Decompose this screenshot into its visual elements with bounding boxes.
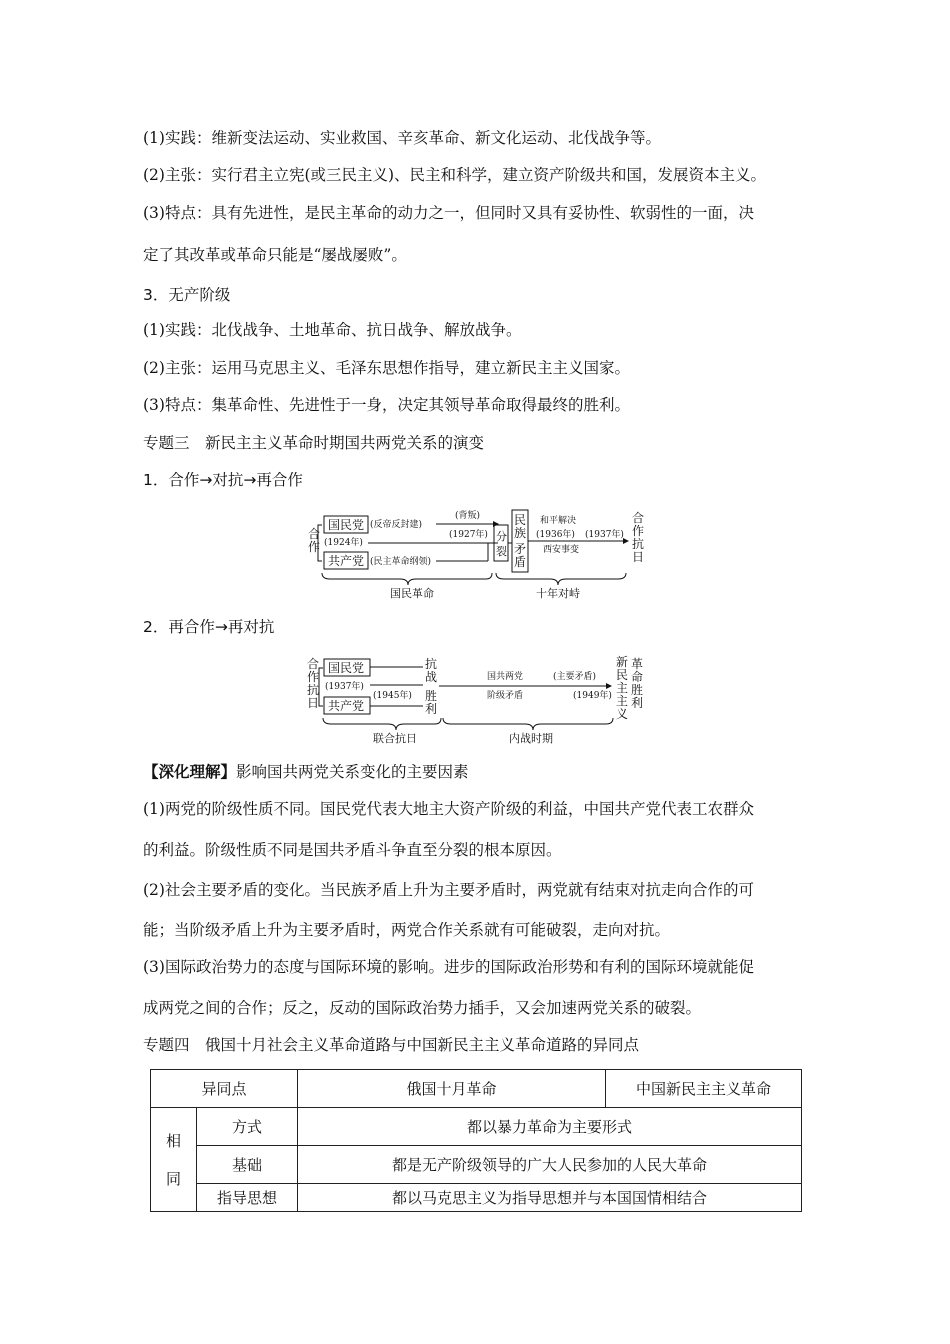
section-heading: 1．合作→对抗→再合作 bbox=[143, 471, 303, 489]
svg-text:(1945年): (1945年) bbox=[373, 691, 412, 701]
svg-text:日: 日 bbox=[307, 696, 320, 710]
svg-text:作: 作 bbox=[308, 540, 321, 554]
text-line: (1)两党的阶级性质不同。国民党代表大地主大资产阶级的利益，中国共产党代表工农群众 bbox=[143, 800, 754, 818]
topic-heading: 专题三 新民主主义革命时期国共两党关系的演变 bbox=[143, 434, 485, 452]
comparison-table bbox=[150, 1069, 802, 1212]
text-line: 定了其改革或革命只能是“屡战屡败”。 bbox=[143, 246, 407, 264]
svg-text:族: 族 bbox=[514, 526, 527, 540]
svg-text:义: 义 bbox=[616, 707, 629, 721]
svg-text:(1924年): (1924年) bbox=[324, 538, 363, 548]
deepen-title: 影响国共两党关系变化的主要因素 bbox=[236, 763, 469, 781]
label-ethnic: 民 bbox=[514, 513, 527, 527]
svg-text:盾: 盾 bbox=[514, 555, 527, 569]
svg-text:共产党: 共产党 bbox=[328, 699, 365, 713]
svg-text:裂: 裂 bbox=[496, 545, 507, 558]
same-cell: 相 同 bbox=[151, 1108, 197, 1212]
svg-text:利: 利 bbox=[425, 702, 438, 716]
row-label: 基础 bbox=[197, 1146, 298, 1184]
svg-text:西安事变: 西安事变 bbox=[543, 545, 580, 555]
svg-text:战: 战 bbox=[425, 670, 438, 684]
topic-heading: 专题四 俄国十月社会主义革命道路与中国新民主主义革命道路的异同点 bbox=[143, 1036, 640, 1054]
label-split: 分 bbox=[496, 530, 507, 543]
text-line: (2)社会主要矛盾的变化。当民族矛盾上升为主要矛盾时，两党就有结束对抗走向合作的可 bbox=[143, 881, 754, 899]
svg-text:(民主革命纲领): (民主革命纲领) bbox=[370, 557, 432, 567]
text-line: 成两党之间的合作；反之，反动的国际政治势力插手，又会加速两党关系的破裂。 bbox=[143, 999, 702, 1017]
row-value: 都是无产阶级领导的广大人民参加的人民大革命 bbox=[298, 1146, 802, 1184]
text-line: (2)主张：运用马克思主义、毛泽东思想作指导，建立新民主主义国家。 bbox=[143, 359, 630, 377]
svg-text:(1949年): (1949年) bbox=[573, 691, 612, 701]
svg-text:国民党: 国民党 bbox=[328, 661, 365, 675]
svg-text:主: 主 bbox=[616, 694, 629, 708]
svg-text:(主要矛盾): (主要矛盾) bbox=[553, 672, 597, 682]
text-line: (3)国际政治势力的态度与国际环境的影响。进步的国际政治形势和有利的国际环境就能促 bbox=[143, 958, 754, 976]
label-victory: 抗 bbox=[425, 657, 438, 671]
kmt-label: 国民党 bbox=[328, 518, 365, 532]
label-cooperation-anti-japan: 合 bbox=[307, 657, 320, 671]
svg-text:国共两党: 国共两党 bbox=[487, 672, 524, 682]
text-line: (1)实践：北伐战争、土地革命、抗日战争、解放战争。 bbox=[143, 321, 522, 339]
svg-text:抗: 抗 bbox=[632, 537, 645, 551]
text-line: 的利益。阶级性质不同是国共矛盾斗争直至分裂的根本原因。 bbox=[143, 841, 562, 859]
period-label: 联合抗日 bbox=[373, 732, 417, 745]
svg-text:(1936年): (1936年) bbox=[536, 530, 575, 540]
section-heading: 2．再合作→再对抗 bbox=[143, 618, 275, 636]
label-joint-anti-japan: 合 bbox=[632, 511, 645, 525]
deepen-tag: 【深化理解】 bbox=[143, 763, 237, 781]
svg-text:(1937年): (1937年) bbox=[585, 530, 624, 540]
period-label: 国民革命 bbox=[390, 587, 434, 600]
table-row bbox=[151, 1184, 802, 1212]
label-new-democracy: 新 bbox=[616, 655, 629, 669]
table-header-row bbox=[151, 1070, 802, 1108]
header-cell: 异同点 bbox=[151, 1070, 298, 1108]
svg-text:命: 命 bbox=[631, 670, 644, 684]
ccp-label: 共产党 bbox=[328, 554, 365, 568]
svg-text:日: 日 bbox=[632, 550, 645, 564]
text-line: (2)主张：实行君主立宪(或三民主义)、民主和科学，建立资产阶级共和国，发展资本主义。 bbox=[143, 166, 767, 184]
text-line: (3)特点：具有先进性，是民主革命的动力之一，但同时又具有妥协性、软弱性的一面，决 bbox=[143, 204, 754, 222]
label-revolution-victory: 革 bbox=[631, 657, 644, 671]
svg-text:(1937年): (1937年) bbox=[325, 682, 364, 692]
svg-text:抗: 抗 bbox=[307, 683, 320, 697]
svg-text:主: 主 bbox=[616, 681, 629, 695]
section-heading: 3．无产阶级 bbox=[143, 286, 231, 304]
header-cell: 中国新民主主义革命 bbox=[606, 1070, 802, 1108]
period-label: 内战时期 bbox=[509, 732, 553, 745]
svg-text:民: 民 bbox=[616, 668, 629, 682]
table-row bbox=[151, 1146, 802, 1184]
svg-text:(反帝反封建): (反帝反封建) bbox=[370, 520, 423, 530]
svg-text:胜: 胜 bbox=[425, 689, 438, 703]
header-cell: 俄国十月革命 bbox=[298, 1070, 606, 1108]
diagram-cooperation-confrontation bbox=[300, 505, 655, 601]
text-line: 能；当阶级矛盾上升为主要矛盾时，两党合作关系就有可能破裂，走向对抗。 bbox=[143, 921, 671, 939]
row-label: 方式 bbox=[197, 1108, 298, 1146]
svg-text:胜: 胜 bbox=[631, 683, 644, 697]
svg-text:和平解决: 和平解决 bbox=[540, 516, 577, 526]
svg-text:(1927年): (1927年) bbox=[449, 530, 488, 540]
row-value: 都以暴力革命为主要形式 bbox=[298, 1108, 802, 1146]
diagram-recooperation-reconfrontation bbox=[303, 652, 658, 748]
deepen-heading bbox=[143, 762, 469, 782]
row-value: 都以马克思主义为指导思想并与本国国情相结合 bbox=[298, 1184, 802, 1212]
label-cooperation: 合 bbox=[308, 527, 321, 541]
svg-text:(背叛): (背叛) bbox=[455, 511, 481, 521]
svg-text:利: 利 bbox=[631, 696, 644, 710]
text-line: (3)特点：集革命性、先进性于一身，决定其领导革命取得最终的胜利。 bbox=[143, 396, 630, 414]
text-line: (1)实践：维新变法运动、实业救国、辛亥革命、新文化运动、北伐战争等。 bbox=[143, 129, 661, 147]
table-row bbox=[151, 1108, 802, 1146]
row-label: 指导思想 bbox=[197, 1184, 298, 1212]
period-label: 十年对峙 bbox=[536, 587, 580, 600]
svg-text:作: 作 bbox=[632, 524, 645, 538]
svg-text:作: 作 bbox=[307, 670, 320, 684]
svg-text:阶级矛盾: 阶级矛盾 bbox=[487, 691, 524, 701]
label-contradiction: 矛 bbox=[514, 542, 527, 556]
